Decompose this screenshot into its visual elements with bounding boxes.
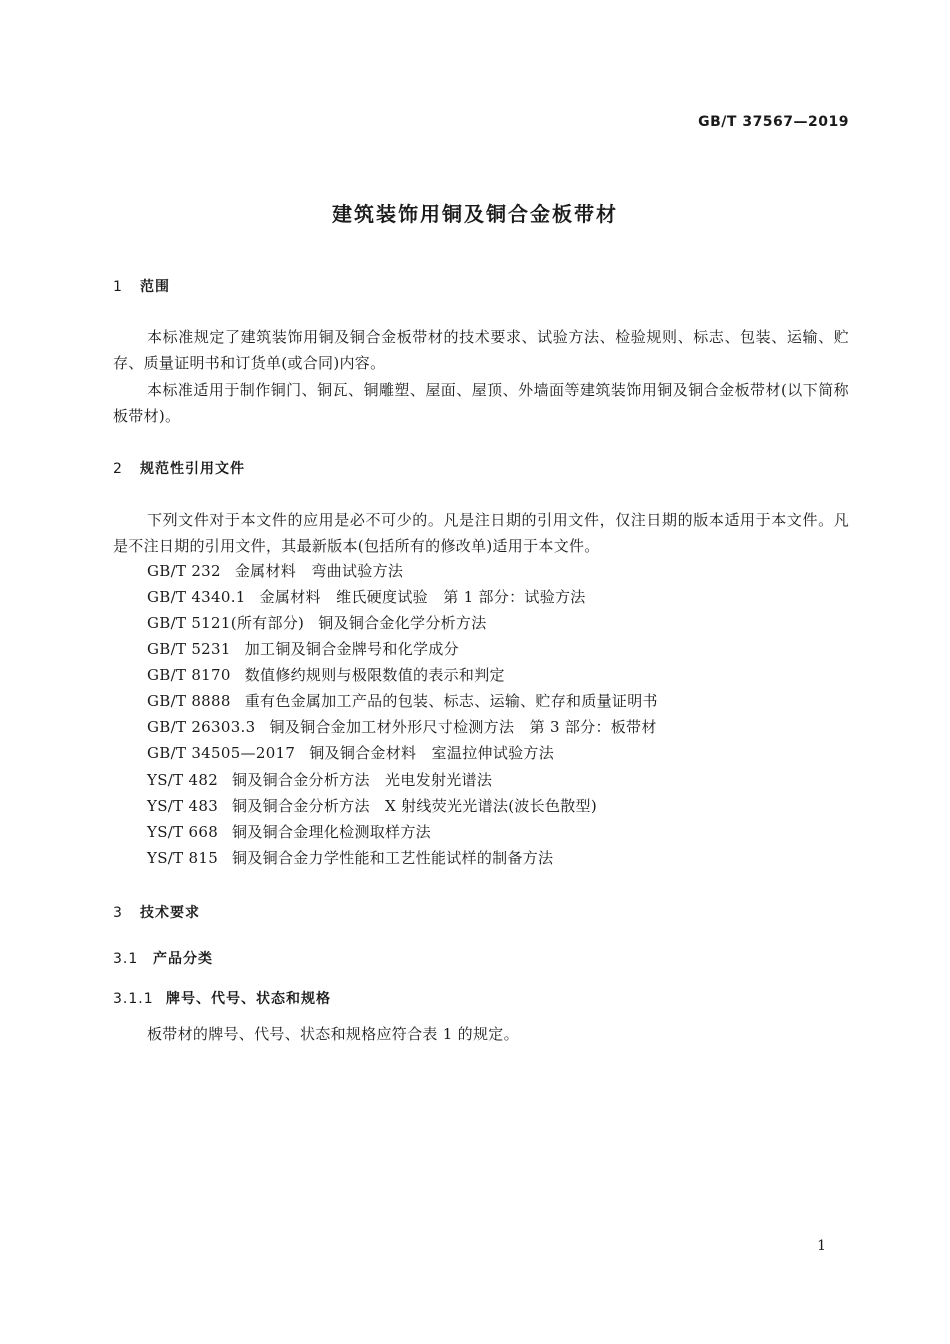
reference-title: 金属材料 弯曲试验方法 [234,562,404,580]
reference-title: 金属材料 维氏硬度试验 第 1 部分：试验方法 [259,588,586,606]
reference-item [147,740,554,766]
reference-item [147,662,505,688]
reference-title: 铜及铜合金材料 室温拉伸试验方法 [309,744,555,762]
reference-title: 数值修约规则与极限数值的表示和判定 [244,666,505,684]
reference-item [147,714,657,740]
reference-code: GB/T 26303.3 [147,718,256,736]
reference-code: YS/T 815 [147,849,219,867]
reference-item [147,688,658,714]
reference-code: YS/T 668 [147,823,219,841]
section-1-heading [113,276,170,296]
reference-code: GB/T 4340.1 [147,588,246,606]
reference-item [147,819,431,845]
reference-code: YS/T 482 [147,771,219,789]
reference-title: 铜及铜合金加工材外形尺寸检测方法 第 3 部分：板带材 [269,718,657,736]
section-number: 3 [113,905,123,921]
section-3-heading [113,902,200,922]
reference-code: GB/T 8170 [147,666,231,684]
subsection-title: 牌号、代号、状态和规格 [166,991,331,1007]
reference-code: GB/T 8888 [147,692,231,710]
reference-item [147,558,403,584]
reference-code: GB/T 232 [147,562,221,580]
reference-title: 重有色金属加工产品的包装、标志、运输、贮存和质量证明书 [244,692,658,710]
paragraph: 板带材的牌号、代号、状态和规格应符合表 1 的规定。 [147,1025,519,1043]
reference-code: GB/T 34505—2017 [147,744,296,762]
subsection-3-1-heading [113,948,213,968]
reference-title: 铜及铜合金理化检测取样方法 [232,823,431,841]
standard-number: GB/T 37567—2019 [698,114,849,130]
page-number: 1 [817,1238,826,1254]
reference-code: GB/T 5121(所有部分) [147,614,305,632]
section-title: 范围 [140,279,170,295]
section-title: 技术要求 [140,905,200,921]
paragraph: 本标准适用于制作铜门、铜瓦、铜雕塑、屋面、屋顶、外墙面等建筑装饰用铜及铜合金板带材(以下简称板带材)。 [113,381,849,425]
subsection-3-1-1-heading [113,988,331,1008]
reference-item [147,636,459,662]
reference-title: 加工铜及铜合金牌号和化学成分 [244,640,459,658]
reference-title: 铜及铜合金力学性能和工艺性能试样的制备方法 [232,849,554,867]
paragraph: 下列文件对于本文件的应用是必不可少的。凡是注日期的引用文件，仅注日期的版本适用于本文件。凡是不注日期的引用文件，其最新版本(包括所有的修改单)适用于本文件。 [113,511,849,555]
section-title: 规范性引用文件 [140,461,245,477]
reference-code: GB/T 5231 [147,640,231,658]
reference-item [147,610,487,636]
subsection-number: 3.1 [113,951,139,967]
subsection-title: 产品分类 [153,951,213,967]
reference-code: YS/T 483 [147,797,219,815]
subsection-number: 3.1.1 [113,991,154,1007]
section-2-heading [113,458,245,478]
reference-item [147,767,492,793]
reference-title: 铜及铜合金化学分析方法 [318,614,487,632]
reference-item [147,845,553,871]
reference-item [147,793,597,819]
paragraph: 本标准规定了建筑装饰用铜及铜合金板带材的技术要求、试验方法、检验规则、标志、包装、运输、贮存、质量证明书和订货单(或合同)内容。 [113,328,849,372]
section-number: 2 [113,461,123,477]
section-number: 1 [113,279,123,295]
reference-title: 铜及铜合金分析方法 X 射线荧光光谱法(波长色散型) [232,797,597,815]
reference-item [147,584,586,610]
document-title: 建筑装饰用铜及铜合金板带材 [332,202,618,226]
reference-title: 铜及铜合金分析方法 光电发射光谱法 [232,771,493,789]
